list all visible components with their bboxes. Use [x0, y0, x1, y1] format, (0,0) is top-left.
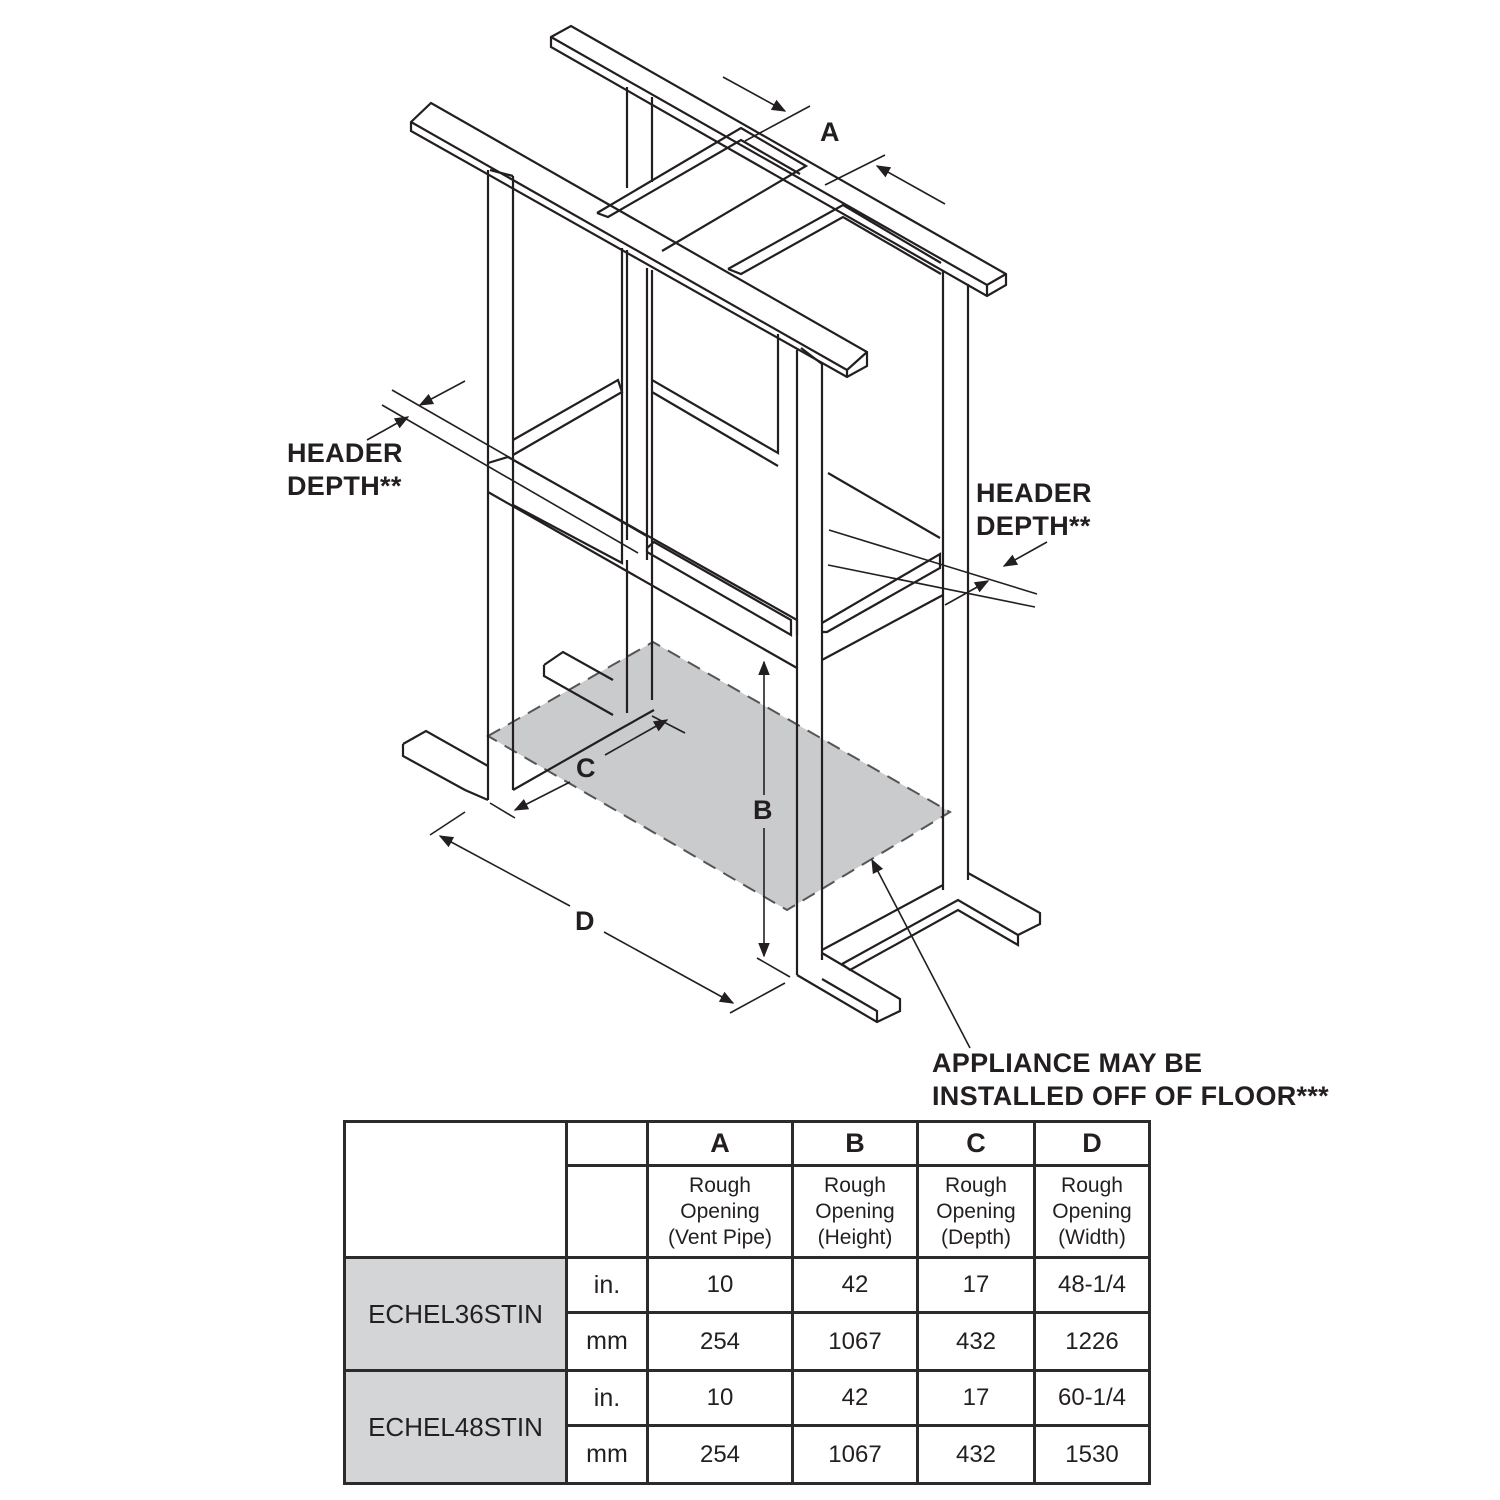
desc-line: Opening — [680, 1199, 760, 1223]
column-header-d: D — [1035, 1122, 1150, 1166]
desc-line: (Width) — [1058, 1225, 1126, 1249]
appliance-note-callout — [932, 1047, 1329, 1113]
callout-line: HEADER — [287, 438, 403, 468]
column-header-b: B — [793, 1122, 918, 1166]
dimension-label-b: B — [753, 795, 773, 825]
callout-line: HEADER — [976, 478, 1092, 508]
value-cell: 10 — [648, 1371, 793, 1426]
blank-unit-desc-cell — [567, 1166, 648, 1258]
value-cell: 1067 — [793, 1313, 918, 1371]
unit-cell: mm — [567, 1426, 648, 1484]
rough-opening-table — [343, 1120, 1151, 1485]
desc-line: Rough — [824, 1173, 886, 1197]
value-cell: 1530 — [1035, 1426, 1150, 1484]
desc-line: (Depth) — [940, 1225, 1012, 1249]
column-desc-b — [793, 1166, 918, 1258]
column-header-c: C — [918, 1122, 1035, 1166]
callout-line: INSTALLED OFF OF FLOOR*** — [932, 1081, 1329, 1111]
column-desc-c — [918, 1166, 1035, 1258]
desc-line: Opening — [1052, 1199, 1132, 1223]
desc-line: Rough — [945, 1173, 1007, 1197]
value-cell: 10 — [648, 1258, 793, 1313]
unit-cell: in. — [567, 1371, 648, 1426]
unit-cell: mm — [567, 1313, 648, 1371]
value-cell: 254 — [648, 1313, 793, 1371]
value-cell: 254 — [648, 1426, 793, 1484]
unit-cell: in. — [567, 1258, 648, 1313]
value-cell: 48-1/4 — [1035, 1258, 1150, 1313]
desc-line: Opening — [936, 1199, 1016, 1223]
value-cell: 17 — [918, 1371, 1035, 1426]
desc-line: Opening — [815, 1199, 895, 1223]
desc-line: Rough — [1061, 1173, 1123, 1197]
dimension-label-a: A — [820, 117, 840, 147]
value-cell: 60-1/4 — [1035, 1371, 1150, 1426]
value-cell: 42 — [793, 1258, 918, 1313]
front-top-plate — [411, 103, 867, 377]
desc-line: (Vent Pipe) — [668, 1225, 772, 1249]
table-header-letters — [345, 1122, 1150, 1166]
callout-line: DEPTH** — [287, 471, 402, 501]
desc-line: Rough — [689, 1173, 751, 1197]
model-name-cell: ECHEL48STIN — [345, 1371, 567, 1484]
dimension-label-c: C — [576, 753, 596, 783]
value-cell: 42 — [793, 1371, 918, 1426]
value-cell: 1067 — [793, 1426, 918, 1484]
callout-line: DEPTH** — [976, 511, 1091, 541]
column-header-a: A — [648, 1122, 793, 1166]
floor-area — [488, 642, 950, 910]
value-cell: 1226 — [1035, 1313, 1150, 1371]
value-cell: 432 — [918, 1426, 1035, 1484]
blank-unit-header-cell — [567, 1122, 648, 1166]
model-name-cell: ECHEL36STIN — [345, 1258, 567, 1371]
callout-line: APPLIANCE MAY BE — [932, 1048, 1203, 1078]
blank-header-cell — [345, 1122, 567, 1258]
column-desc-d — [1035, 1166, 1150, 1258]
desc-line: (Height) — [817, 1225, 893, 1249]
dimension-label-d: D — [575, 906, 595, 936]
column-desc-a — [648, 1166, 793, 1258]
header-depth-left-callout — [287, 437, 403, 503]
value-cell: 17 — [918, 1258, 1035, 1313]
table-row — [345, 1258, 1150, 1313]
header-depth-right-callout — [976, 477, 1092, 543]
table-row — [345, 1371, 1150, 1426]
value-cell: 432 — [918, 1313, 1035, 1371]
